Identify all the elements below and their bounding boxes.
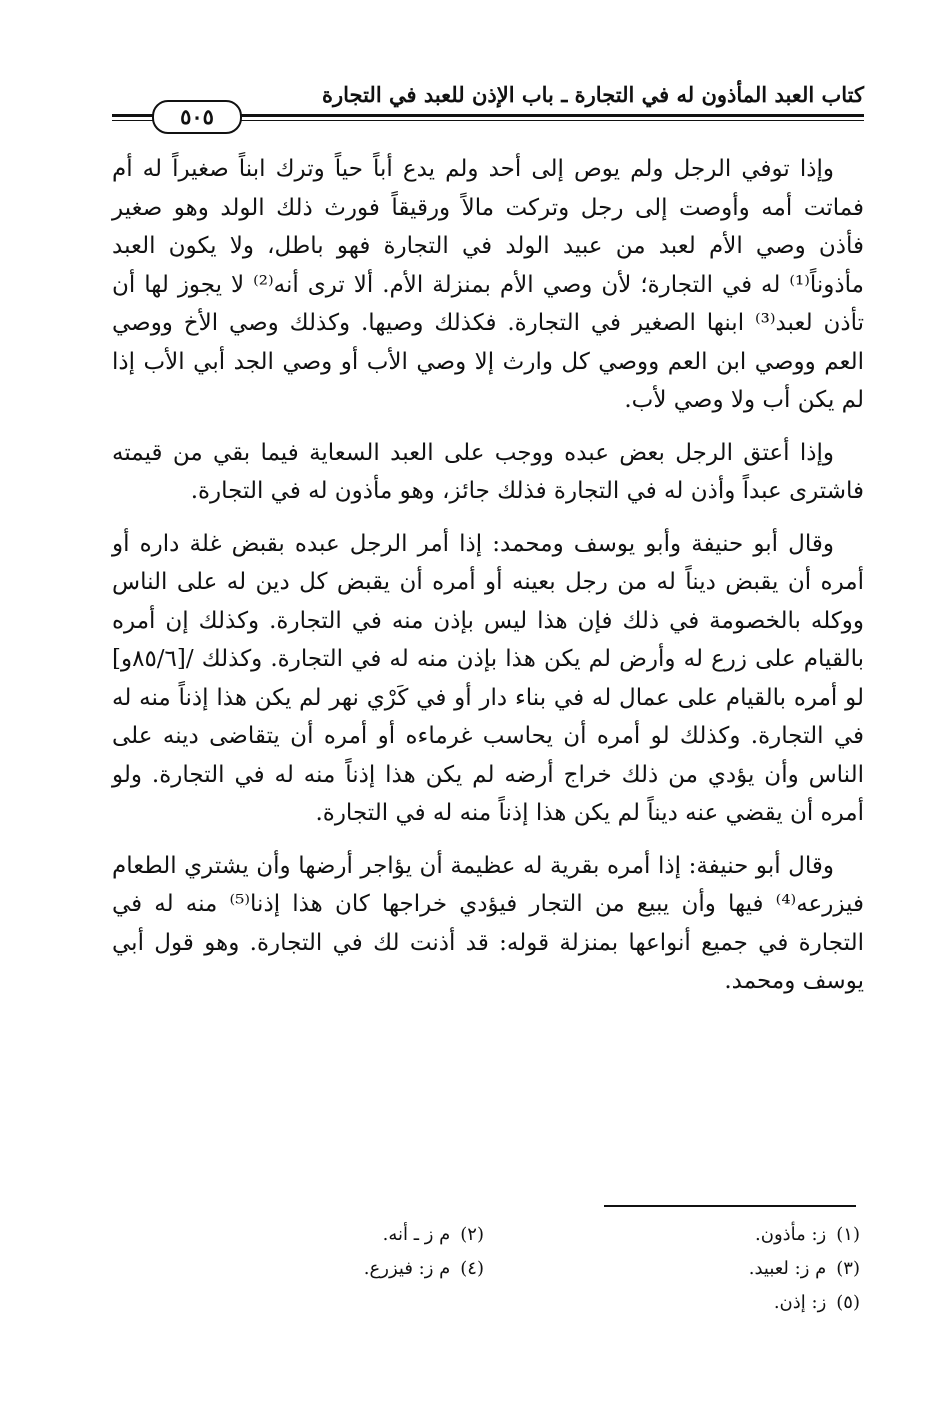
- footnote-row: [112, 1286, 864, 1320]
- paragraph: وإذا أعتق الرجل بعض عبده ووجب على العبد السعاية فيما بقي من قيمته فاشترى عبداً وأذن له في التجارة فذلك جائز، وهو مأذون له في التجارة.: [112, 439, 864, 504]
- footnote-number: (٢): [460, 1224, 484, 1245]
- footnote: [488, 1252, 864, 1286]
- paragraph: وإذا توفي الرجل ولم يوص إلى أحد ولم يدع أباً حياً وترك ابناً صغيراً له أم فماتت أمه وأوصت إلى رجل وتركت مالاً ورقيقاً فورث ذلك الولد وهو صغير فأذن وصي الأم لعبد من عبيد الولد في التجارة فهو باطل، ولا يكون العبد مأذوناً⁽¹⁾ له في التجارة؛ لأن وصي الأم بمنزلة الأم. ألا ترى أنه⁽²⁾ لا يجوز لها أن تأذن لعبد⁽³⁾ ابنها الصغير في التجارة. فكذلك وصيها. وكذلك وصي الأخ ووصي العم ووصي ابن العم ووصي كل وارث إلا وصي الأب أو وصي الجد أبي الأب إذا لم يكن أب ولا وصي لأب.: [112, 156, 864, 413]
- page-header: [112, 78, 864, 130]
- footnote-number: (٣): [836, 1258, 860, 1279]
- footnotes: [112, 1218, 864, 1320]
- paragraph: وقال أبو حنيفة وأبو يوسف ومحمد: إذا أمر الرجل عبده بقبض غلة داره أو أمره أن يقبض ديناً له من رجل بعينه أو أمره أن يقبض كل دين له على الناس ووكله بالخصومة في ذلك فإن هذا ليس بإذن منه في التجارة. وكذلك إن أمره بالقيام على زرع له وأرض لم يكن هذا بإذن منه له في التجارة. وكذلك /[٨٥/٦و] لو أمره بالقيام على عمال له في بناء دار أو في كَرْي نهر لم يكن هذا إذناً منه له في التجارة. وكذلك لو أمره أن يحاسب غرماءه أو أمره أن يتقاضى دينه على الناس وأن يؤدي من ذلك خراج أرضه لم يكن هذا إذناً منه له في التجارة. ولو أمره أن يقضي عنه ديناً لم يكن هذا إذناً منه له في التجارة.: [112, 530, 864, 826]
- main-text: [112, 150, 864, 1015]
- footnote-text: م ز: لعبيد.: [748, 1258, 827, 1279]
- footnote-text: م ز: فيزرع.: [363, 1258, 451, 1279]
- footnote-text: م ز ـ أنه.: [382, 1224, 451, 1245]
- footnote: [112, 1252, 488, 1286]
- footnote-number: (٤): [460, 1258, 484, 1279]
- running-title: كتاب العبد المأذون له في التجارة ـ باب الإذن للعبد في التجارة: [321, 82, 864, 107]
- footnote: [488, 1218, 864, 1252]
- page-number: ٥٠٥: [152, 100, 242, 134]
- footnote-number: (١): [836, 1224, 860, 1245]
- paragraph: وقال أبو حنيفة: إذا أمره بقرية له عظيمة أن يؤاجر أرضها وأن يشتري الطعام فيزرعه⁽⁴⁾ فيها وأن يبيع من التجار فيؤدي خراجها كان هذا إذنا⁽⁵⁾ منه له في التجارة في جميع أنواعها بمنزلة قوله: قد أذنت لك في التجارة. وهو قول أبي يوسف ومحمد.: [112, 852, 864, 994]
- footnote-text: ز: إذن.: [773, 1292, 827, 1313]
- footnote: [488, 1286, 864, 1320]
- footnote-separator: [604, 1205, 856, 1207]
- footnote-row: [112, 1218, 864, 1252]
- footnote-row: [112, 1252, 864, 1286]
- footnote-number: (٥): [836, 1292, 860, 1313]
- footnote: [112, 1218, 488, 1252]
- footnote-text: ز: مأذون.: [755, 1224, 827, 1245]
